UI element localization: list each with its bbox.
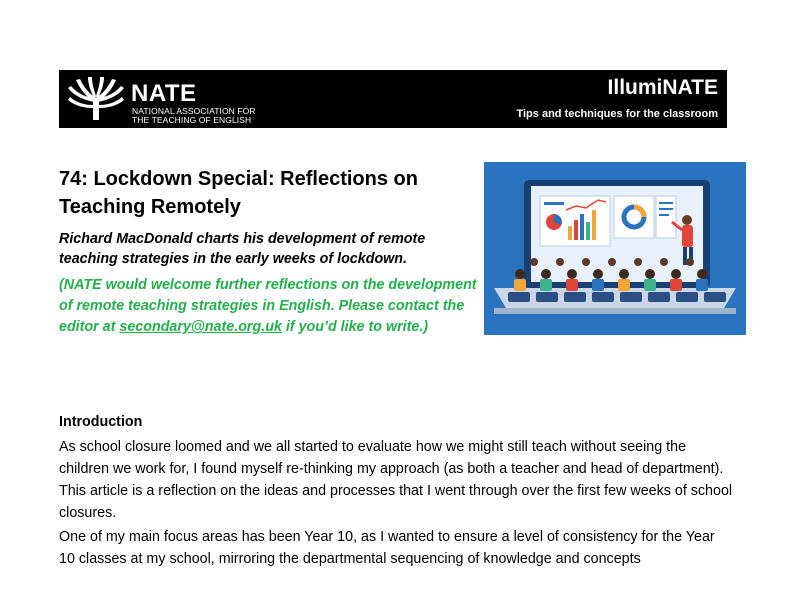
editor-email-link[interactable]: secondary@nate.org.uk bbox=[119, 319, 282, 335]
series-title: IllumiNATE bbox=[607, 76, 718, 99]
body-paragraph-1: As school closure loomed and we all started to evaluate how we might still teach without seeing the children we work for, I found myself re-thinking my approach (as both a teacher and head of department). This article is a reflection on the ideas and processes that I went through over the first few weeks of school closures. bbox=[59, 439, 733, 521]
header-banner bbox=[59, 70, 727, 128]
article-title: 74: Lockdown Special: Reflections on Teaching Remotely bbox=[59, 168, 418, 218]
nate-tree-logo-icon bbox=[66, 76, 126, 122]
editor-note-tail: if you’d like to write.) bbox=[281, 319, 429, 335]
org-full-name: NATIONAL ASSOCIATION FOR THE TEACHING OF ENGLISH bbox=[132, 106, 256, 125]
author-line: Richard MacDonald charts his development of remote teaching strategies in the early weeks of lockdown. bbox=[59, 231, 426, 267]
online-classroom-laptop-illustration bbox=[484, 162, 746, 335]
body-paragraph-2: One of my main focus areas has been Year 10, as I wanted to ensure a level of consistency for the Year 10 classes at my school, mirroring the departmental sequencing of knowledge and concepts bbox=[59, 529, 715, 567]
org-short-name: NATE bbox=[131, 80, 197, 107]
series-tagline: Tips and techniques for the classroom bbox=[516, 108, 718, 120]
section-heading-introduction: Introduction bbox=[59, 414, 143, 430]
editor-note bbox=[59, 275, 479, 338]
editor-note-text: (NATE would welcome further reflections on the development of remote teaching strategies in English. Please contact the editor at bbox=[59, 277, 477, 335]
